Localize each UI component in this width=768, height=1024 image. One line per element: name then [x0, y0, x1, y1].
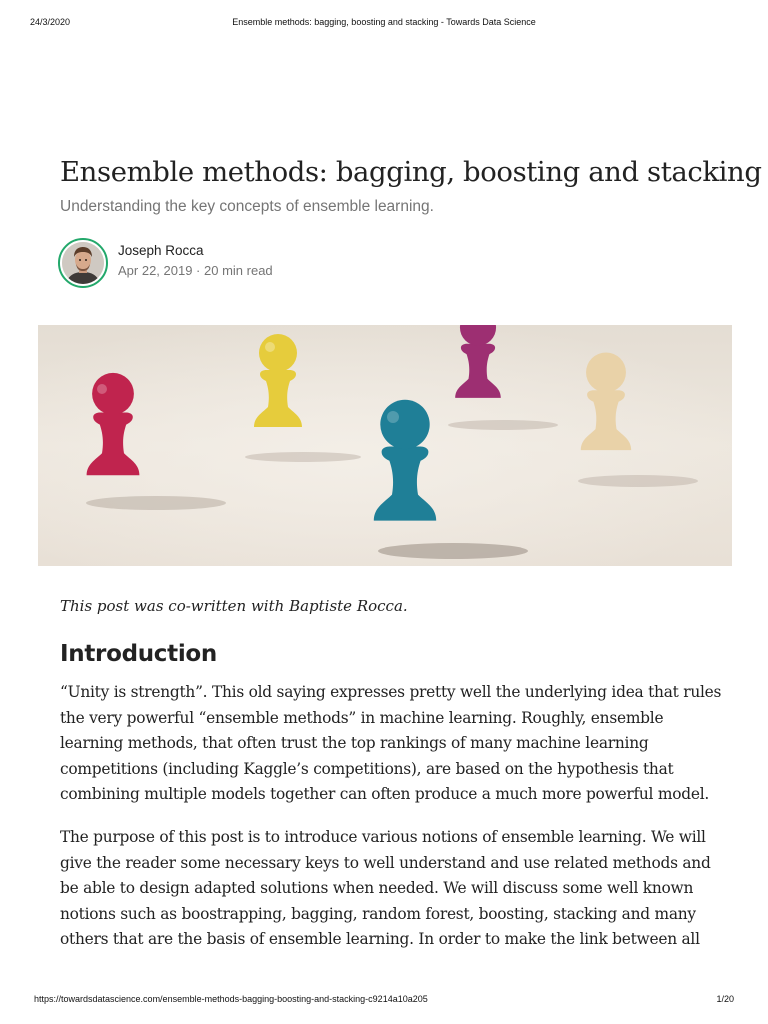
- hero-image: [38, 325, 732, 566]
- byline: [58, 238, 458, 290]
- paragraph-line: “Unity is strength”. This old saying expresses pretty well the underlying idea that rules: [60, 683, 722, 701]
- paragraph-line: others that are the basis of ensemble learning. In order to make the link between all: [60, 930, 700, 949]
- print-footer: [0, 994, 768, 1008]
- intro-paragraph-2: [60, 825, 720, 953]
- pawn-pieces-image: [38, 325, 732, 566]
- print-page-title: Ensemble methods: bagging, boosting and stacking - Towards Data Science: [232, 17, 536, 27]
- print-url[interactable]: https://towardsdatascience.com/ensemble-methods-bagging-boosting-and-stacking-c9214a10a205: [34, 994, 428, 1004]
- paragraph-line: give the reader some necessary keys to well understand and use related methods and: [60, 853, 711, 872]
- paragraph-line: notions such as boostrapping, bagging, random forest, boosting, stacking and many: [60, 904, 696, 923]
- paragraph-line: The purpose of this post is to introduce various notions of ensemble learning. We will: [60, 828, 706, 846]
- print-date: 24/3/2020: [30, 17, 71, 27]
- paragraph-line: combining multiple models together can often produce a much more powerful model.: [60, 785, 710, 804]
- author-portrait-icon: [62, 242, 104, 284]
- author-name[interactable]: Joseph Rocca: [118, 243, 204, 258]
- print-header: [0, 17, 768, 31]
- article-title: Ensemble methods: bagging, boosting and stacking: [60, 156, 762, 188]
- paragraph-line: learning methods, that often trust the top rankings of many machine learning: [60, 734, 649, 753]
- co-author-note: This post was co-written with Baptiste Rocca.: [60, 597, 408, 615]
- paragraph-line: be able to design adapted solutions when needed. We will discuss some well known: [60, 879, 694, 898]
- avatar[interactable]: [62, 242, 104, 284]
- print-page-number: 1/20: [716, 994, 734, 1004]
- paragraph-line: competitions (including Kaggle’s competitions), are based on the hypothesis that: [60, 759, 674, 778]
- post-meta: Apr 22, 2019 · 20 min read: [118, 263, 273, 278]
- article-subtitle: Understanding the key concepts of ensemble learning.: [60, 198, 434, 215]
- section-heading-introduction: Introduction: [60, 641, 217, 667]
- intro-paragraph-1: [60, 680, 720, 808]
- paragraph-line: the very powerful “ensemble methods” in machine learning. Roughly, ensemble: [60, 708, 664, 727]
